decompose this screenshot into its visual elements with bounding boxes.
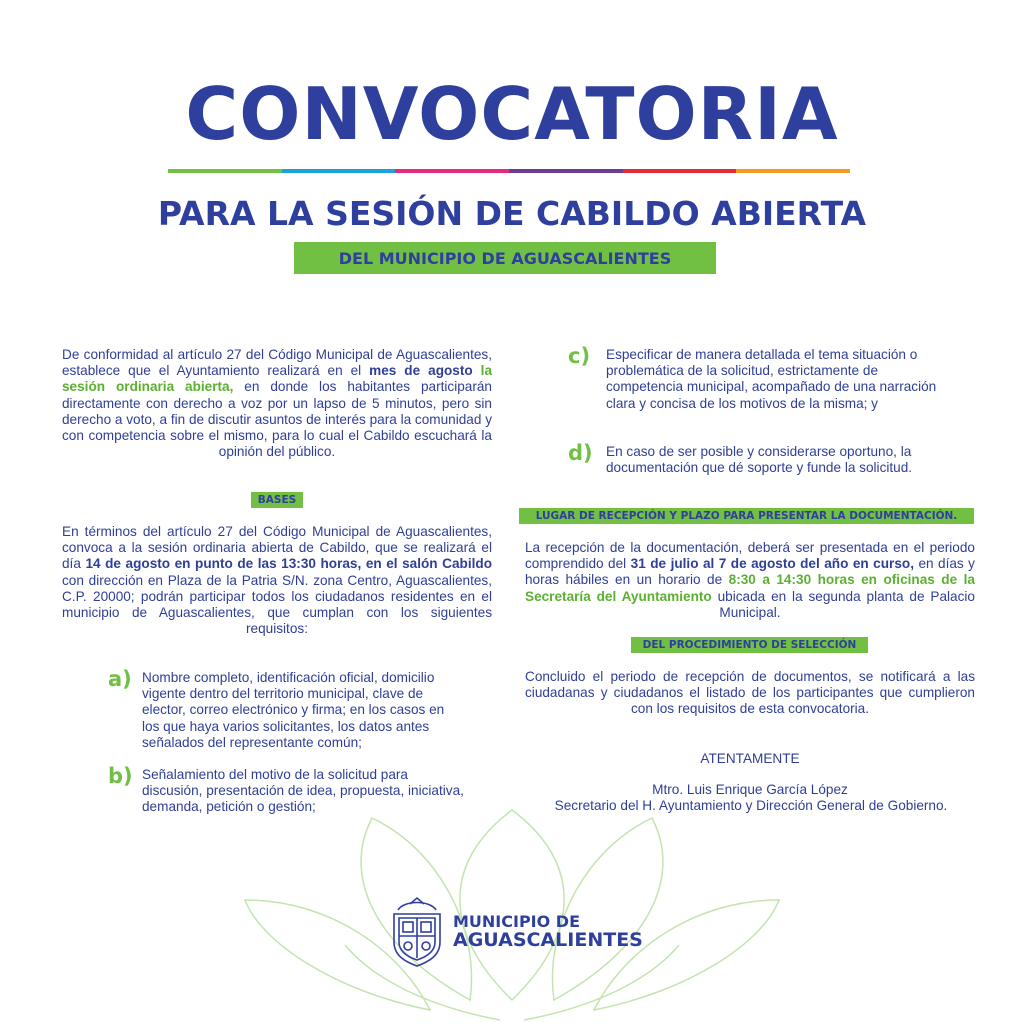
divider-segment: [509, 169, 623, 173]
page-title: CONVOCATORIA: [185, 72, 839, 156]
selection-paragraph: Concluido el periodo de recepción de documentos, se notificará a las ciudadanas y ciudadanos el listado de los participantes que cumplieron con los requisitos de esta convocatoria.: [525, 669, 975, 717]
logo-line-2: AGUASCALIENTES: [453, 928, 643, 951]
intro-paragraph: De conformidad al artículo 27 del Código Municipal de Aguascalientes, establece que el Ayuntamiento realizará en el mes de agosto la sesión ordinaria abierta, en donde los habitantes participarán directamente con derecho a voz por un lapso de 5 minutos, pero sin derecho a voto, a fin de discutir asuntos de interés para la comunidad y con competencia sobre el mismo, para lo cual el Cabildo escuchará la opinión del público.: [62, 347, 492, 460]
municipal-crest-icon: [390, 896, 444, 968]
reception-paragraph: La recepción de la documentación, deberá ser presentada en el periodo comprendido del 31 de julio al 7 de agosto del año en curso, en días y horas hábiles en un horario de 8:30 a 14:30 horas en oficinas de la Secretaría del Ayuntamiento ubicada en la segunda planta de Palacio Municipal.: [525, 540, 975, 620]
requirement-letter: d): [568, 441, 593, 465]
requirement-letter: a): [108, 667, 132, 691]
closing-text: ATENTAMENTE: [700, 751, 800, 766]
bases-paragraph: En términos del artículo 27 del Código Municipal de Aguascalientes, convoca a la sesión ordinaria abierta de Cabildo, que se realizará el día 14 de agosto en punto de las 13:30 horas, en el salón Cabildo con dirección en Plaza de la Patria S/N. zona Centro, Aguascalientes, C.P. 20000; podrán participar todos los ciudadanos residentes en el municipio de Aguascalientes, que cumplan con los siguientes requisitos:: [62, 524, 492, 637]
divider-segment: [623, 169, 737, 173]
page-subtitle: PARA LA SESIÓN DE CABILDO ABIERTA: [157, 194, 867, 233]
requirement-text: Señalamiento del motivo de la solicitud para discusión, presentación de idea, propuesta, iniciativa, demanda, petición o gestión;: [142, 767, 464, 815]
signer-position: Secretario del H. Ayuntamiento y Dirección General de Gobierno.: [554, 798, 948, 813]
signer-name: Mtro. Luis Enrique García López: [652, 782, 848, 797]
divider-segment: [395, 169, 509, 173]
logo-line-1: MUNICIPIO DE: [453, 912, 581, 931]
requirement-text: Nombre completo, identificación oficial, domicilio vigente dentro del territorio municipal, clave de elector, correo electrónico y firma; en los casos en los que haya varios solicitantes, los datos antes señalados del representante común;: [142, 670, 445, 750]
requirement-text: Especificar de manera detallada el tema situación o problemática de la solicitud, estrictamente de competencia municipal, acompañado de una narración clara y concisa de los motivos de la misma; y: [606, 347, 937, 411]
requirement-letter: c): [568, 344, 591, 368]
divider-segment: [168, 169, 282, 173]
requirement-text: En caso de ser posible y considerarse oportuno, la documentación que dé soporte y funde la solicitud.: [606, 444, 913, 476]
divider-segment: [736, 169, 850, 173]
bases-label: BASES: [251, 492, 303, 508]
color-divider: [168, 169, 850, 173]
reception-label: LUGAR DE RECEPCIÓN Y PLAZO PARA PRESENTAR LA DOCUMENTACIÓN.: [519, 508, 974, 524]
selection-label: DEL PROCEDIMIENTO DE SELECCIÓN: [631, 637, 868, 653]
municipality-logo-text: [453, 914, 643, 951]
requirement-letter: b): [108, 764, 133, 788]
divider-segment: [282, 169, 396, 173]
municipality-band: DEL MUNICIPIO DE AGUASCALIENTES: [294, 242, 716, 274]
